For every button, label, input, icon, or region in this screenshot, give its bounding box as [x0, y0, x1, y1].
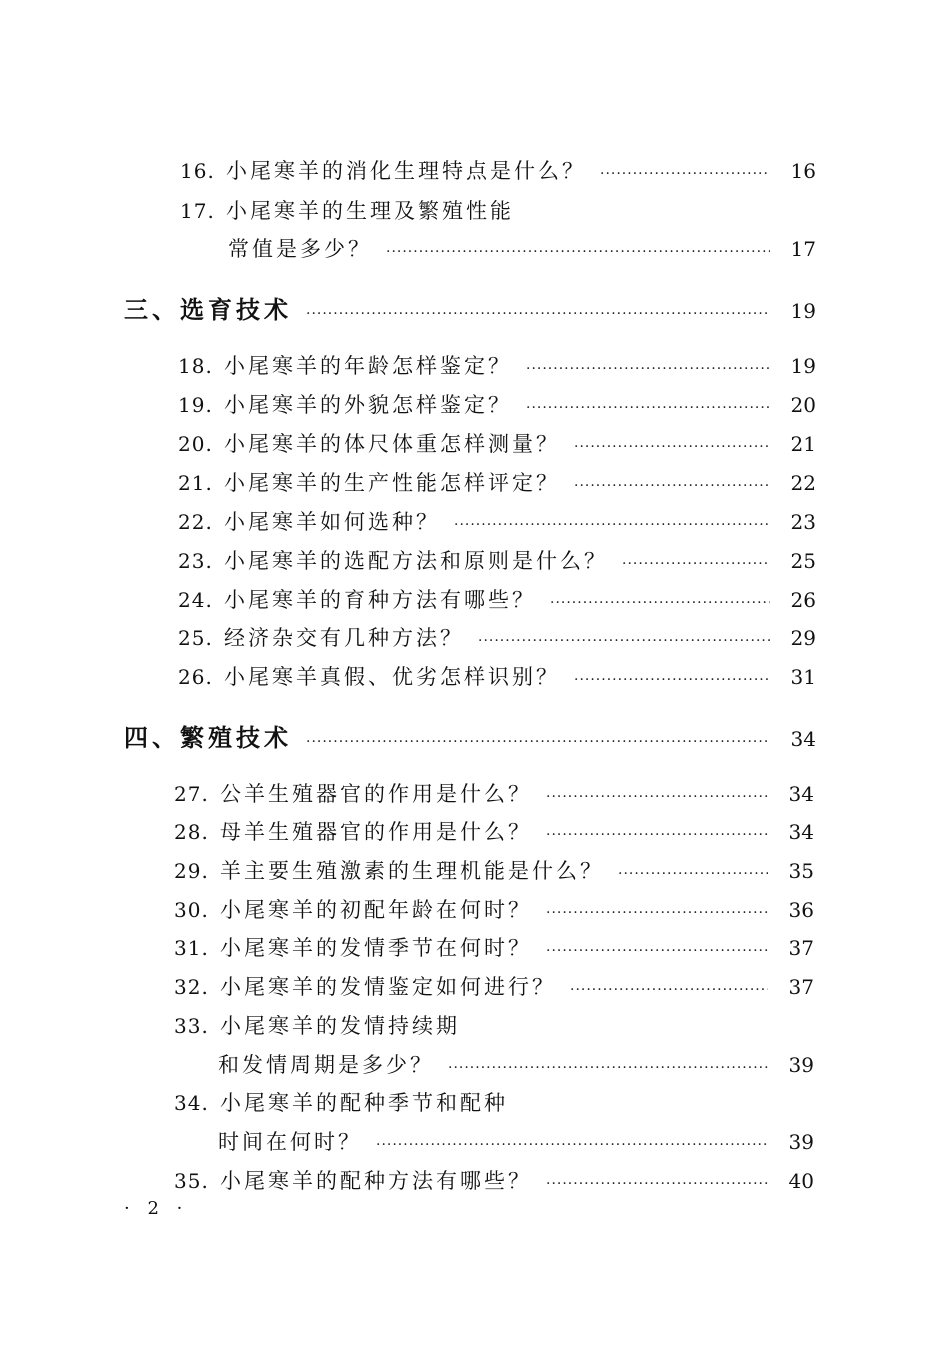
dot-leader [570, 982, 768, 998]
entry-title: 小尾寒羊的生理及繁殖性能 [226, 199, 514, 223]
dot-leader [546, 827, 768, 843]
entry-page: 29 [790, 626, 816, 650]
entry-number: 19. [178, 393, 213, 417]
dot-leader [618, 866, 768, 882]
dot-leader [526, 400, 770, 416]
entry-title: 小尾寒羊的发情持续期 [220, 1014, 460, 1038]
entry-title: 羊主要生殖激素的生理机能是什么？ [220, 859, 604, 883]
entry-number: 18. [178, 354, 213, 378]
entry-title: 经济杂交有几种方法？ [224, 626, 464, 650]
entry-title: 小尾寒羊的外貌怎样鉴定？ [224, 393, 512, 417]
entry-number: 29. [174, 859, 209, 883]
entry-page: 34 [788, 782, 814, 806]
entry-title: 小尾寒羊的年龄怎样鉴定？ [224, 354, 512, 378]
entry-page: 23 [790, 510, 816, 534]
section-title: 三、选育技术 [124, 295, 292, 324]
entry-page: 37 [788, 975, 814, 999]
toc-entry-continuation [228, 233, 816, 263]
entry-title: 时间在何时？ [218, 1130, 362, 1154]
entry-page: 37 [788, 936, 814, 960]
entry-number: 28. [174, 820, 209, 844]
dot-leader [600, 166, 770, 182]
page-number: · 2 · [124, 1198, 189, 1219]
entry-title: 小尾寒羊的体尺体重怎样测量？ [224, 432, 560, 456]
entry-number: 22. [178, 510, 213, 534]
entry-page: 16 [790, 159, 816, 183]
toc-entry [174, 1087, 508, 1117]
entry-number: 25. [178, 626, 213, 650]
entry-page: 20 [790, 393, 816, 417]
entry-title: 常值是多少？ [228, 237, 372, 261]
dot-leader [376, 1137, 768, 1153]
toc-entry [178, 350, 816, 380]
toc-entry [174, 1010, 460, 1040]
entry-page: 35 [788, 859, 814, 883]
toc-entry [178, 545, 816, 575]
toc-entry [174, 855, 814, 885]
entry-number: 20. [178, 432, 213, 456]
section-heading [124, 718, 816, 753]
dot-leader [448, 1060, 768, 1076]
entry-number: 33. [174, 1014, 209, 1038]
entry-page: 34 [788, 820, 814, 844]
toc-entry [178, 428, 816, 458]
dot-leader [574, 672, 770, 688]
toc-entry [174, 971, 814, 1001]
toc-entry [174, 778, 814, 808]
entry-title: 小尾寒羊的发情季节在何时？ [220, 936, 532, 960]
toc-entry [174, 894, 814, 924]
entry-number: 17. [180, 199, 215, 223]
entry-title: 小尾寒羊的初配年龄在何时？ [220, 898, 532, 922]
entry-page: 22 [790, 471, 816, 495]
section-heading [124, 290, 816, 325]
entry-title: 小尾寒羊的生产性能怎样评定？ [224, 471, 560, 495]
toc-entry-continuation [218, 1126, 814, 1156]
dot-leader [386, 244, 770, 260]
dot-leader [622, 556, 770, 572]
toc-entry [178, 506, 816, 536]
entry-title: 和发情周期是多少？ [218, 1053, 434, 1077]
toc-entry [174, 816, 814, 846]
entry-number: 34. [174, 1091, 209, 1115]
toc-entry [174, 932, 814, 962]
section-title: 四、繁殖技术 [124, 723, 292, 752]
entry-title: 公羊生殖器官的作用是什么？ [220, 782, 532, 806]
entry-page: 17 [790, 237, 816, 261]
entry-number: 32. [174, 975, 209, 999]
toc-entry-continuation [218, 1049, 814, 1079]
toc-entry [178, 584, 816, 614]
dot-leader [546, 1176, 768, 1192]
dot-leader [546, 789, 768, 805]
entry-page: 19 [790, 354, 816, 378]
toc-entry [178, 389, 816, 419]
dot-leader [546, 905, 768, 921]
section-page: 19 [790, 299, 816, 323]
entry-number: 30. [174, 898, 209, 922]
entry-page: 39 [788, 1053, 814, 1077]
entry-number: 24. [178, 588, 213, 612]
toc-entry [180, 155, 816, 185]
entry-title: 小尾寒羊真假、优劣怎样识别？ [224, 665, 560, 689]
entry-page: 39 [788, 1130, 814, 1154]
entry-number: 27. [174, 782, 209, 806]
entry-title: 小尾寒羊的配种季节和配种 [220, 1091, 508, 1115]
dot-leader [478, 633, 770, 649]
entry-title: 小尾寒羊如何选种？ [224, 510, 440, 534]
dot-leader [546, 943, 768, 959]
entry-number: 31. [174, 936, 209, 960]
toc-entry [178, 661, 816, 691]
entry-page: 31 [790, 665, 816, 689]
entry-page: 21 [790, 432, 816, 456]
entry-title: 小尾寒羊的选配方法和原则是什么？ [224, 549, 608, 573]
toc-entry [178, 622, 816, 652]
dot-leader [306, 306, 770, 322]
entry-title: 小尾寒羊的消化生理特点是什么？ [226, 159, 586, 183]
entry-title: 小尾寒羊的育种方法有哪些？ [224, 588, 536, 612]
entry-title: 小尾寒羊的发情鉴定如何进行？ [220, 975, 556, 999]
entry-number: 21. [178, 471, 213, 495]
toc-entry [174, 1165, 814, 1195]
section-page: 34 [790, 727, 816, 751]
entry-number: 23. [178, 549, 213, 573]
entry-page: 40 [788, 1169, 814, 1193]
toc-entry [178, 467, 816, 497]
entry-page: 26 [790, 588, 816, 612]
toc-entry [180, 195, 514, 225]
entry-title: 母羊生殖器官的作用是什么？ [220, 820, 532, 844]
dot-leader [454, 517, 770, 533]
entry-number: 16. [180, 159, 215, 183]
dot-leader [306, 734, 770, 750]
entry-page: 25 [790, 549, 816, 573]
entry-number: 26. [178, 665, 213, 689]
dot-leader [526, 361, 770, 377]
entry-title: 小尾寒羊的配种方法有哪些？ [220, 1169, 532, 1193]
dot-leader [550, 595, 770, 611]
dot-leader [574, 439, 770, 455]
dot-leader [574, 478, 770, 494]
entry-number: 35. [174, 1169, 209, 1193]
entry-page: 36 [788, 898, 814, 922]
